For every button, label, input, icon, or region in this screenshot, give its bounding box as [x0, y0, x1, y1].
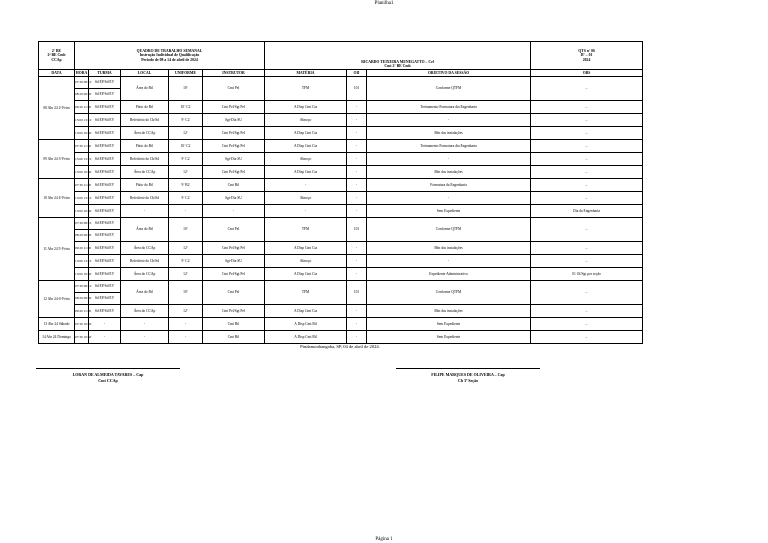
obs-cell: –: [531, 140, 643, 153]
column-header: LOCAL: [121, 70, 169, 77]
table-row: [39, 242, 643, 255]
signature-block-left: [18, 368, 198, 384]
instrutor-cell: Cmt Pel: [203, 218, 265, 242]
materia-cell: A Disp Cmt Cia: [265, 101, 347, 114]
uniforme-cell: 9º B2: [169, 179, 203, 192]
materia-cell: -: [265, 179, 347, 192]
date-cell: 13 Abr 24 Sábado: [39, 318, 75, 331]
obs-cell: –: [531, 242, 643, 255]
column-header: TURMA: [89, 70, 121, 77]
signature-role: Ch 3ª Seção: [457, 378, 479, 383]
signature-name: LORAN DE ALMEIDA TAVARES – Cap: [72, 372, 144, 377]
oii-cell: -: [347, 318, 367, 331]
instrutor-cell: Cmt Pel/Sgt Pel: [203, 166, 265, 179]
hour-cell: 09:20 11:00: [75, 101, 89, 114]
local-cell: -: [121, 331, 169, 344]
uniforme-cell: -: [169, 205, 203, 218]
instrutor-cell: Sgt-Dia SU: [203, 192, 265, 205]
qts-line: 2024: [582, 57, 591, 62]
local-cell: Refeitório do Cb/Sd: [121, 114, 169, 127]
commander-line: Cmt 2º BE Cmb: [384, 63, 411, 68]
unit-line: CCAp: [51, 57, 62, 62]
column-header: DATA: [39, 70, 75, 77]
hour-cell: 07:30 16:30: [75, 318, 89, 331]
oii-cell: -: [347, 305, 367, 318]
obs-cell: –: [531, 192, 643, 205]
turma-cell: -: [89, 331, 121, 344]
local-cell: -: [121, 318, 169, 331]
turma-cell: Sd EP/Sd EV: [89, 242, 121, 255]
instrutor-cell: -: [203, 205, 265, 218]
local-cell: Refeitório do Cb/Sd: [121, 153, 169, 166]
local-cell: Refeitório do Cb/Sd: [121, 192, 169, 205]
table-row: [39, 218, 643, 230]
instrutor-cell: Sgt-Dia SU: [203, 114, 265, 127]
uniforme-cell: 9º C2: [169, 114, 203, 127]
table-row: [39, 166, 643, 179]
unit-line: 2º BE: [51, 49, 62, 54]
oii-cell: -: [347, 166, 367, 179]
hour-cell: 07:30 16:30: [75, 331, 89, 344]
hour-cell: 09:20 11:00: [75, 242, 89, 255]
instrutor-cell: Sgt-Dia SU: [203, 153, 265, 166]
local-cell: Pátio do Btl: [121, 101, 169, 114]
objetivo-cell: Mnt das instalações: [367, 305, 531, 318]
objetivo-cell: Conforme QTFM: [367, 218, 531, 242]
instrutor-cell: Cmt Pel/Sgt Pel: [203, 140, 265, 153]
qts-line: IIº – 01: [580, 53, 593, 58]
unit-line: 2ª BE Cmb: [47, 53, 66, 58]
obs-cell: –: [531, 127, 643, 140]
turma-cell: Sd EP/Sd EV: [89, 305, 121, 318]
oii-cell: -: [347, 140, 367, 153]
table-row: [39, 205, 643, 218]
oii-cell: -: [347, 179, 367, 192]
turma-cell: Sd EP/Sd EV: [89, 255, 121, 268]
signature-role: Cmt CCAp: [98, 378, 118, 383]
oii-cell: -: [347, 268, 367, 281]
instrutor-cell: Cmt Pel: [203, 281, 265, 305]
local-cell: Área do Btl: [121, 77, 169, 101]
instrutor-cell: Cmt Pel/Sgt Pel: [203, 101, 265, 114]
title-line: Instrução Individual de Qualificação: [139, 53, 200, 58]
obs-cell: –: [531, 218, 643, 242]
hour-cell: 13:00 16:30: [75, 205, 89, 218]
obs-cell: –: [531, 101, 643, 114]
materia-cell: A Disp Cmt Cia: [265, 268, 347, 281]
objetivo-cell: Mnt das instalações: [367, 127, 531, 140]
instrutor-cell: Cmt Btl: [203, 318, 265, 331]
uniforme-cell: 12º: [169, 242, 203, 255]
column-header: OBS: [531, 70, 643, 77]
oii-cell: -: [347, 101, 367, 114]
hour-cell: 13:00 16:30: [75, 166, 89, 179]
materia-cell: TFM: [265, 281, 347, 305]
commander-line: RICARDO TEIXEIRA MENEGATTO – Cel: [361, 59, 434, 64]
weekly-schedule-table: [38, 41, 643, 344]
objetivo-cell: Treinamento Formatura dia Engenharia: [367, 101, 531, 114]
title-line: Período de 08 a 14 de abril de 2024: [141, 57, 198, 62]
date-cell: 08 Abr 24 2ª Feira: [39, 77, 75, 140]
objetivo-cell: Sem Expediente: [367, 318, 531, 331]
turma-cell: Sd EP/Sd EV: [89, 153, 121, 166]
turma-cell: Sd EP/Sd EV: [89, 268, 121, 281]
materia-cell: A Disp Cmt Cia: [265, 305, 347, 318]
column-header: OII: [347, 70, 367, 77]
objetivo-cell: Treinamento Formatura dia Engenharia: [367, 140, 531, 153]
materia-cell: TFM: [265, 218, 347, 242]
local-cell: Pátio do Btl: [121, 179, 169, 192]
objetivo-cell: -: [367, 114, 531, 127]
date-cell: 12 Abr 24 6ª Feira: [39, 281, 75, 318]
turma-cell: Sd EP/Sd EV: [89, 218, 121, 230]
qts-line: QTS nº 06: [578, 49, 595, 54]
materia-cell: TFM: [265, 77, 347, 101]
uniforme-cell: 12º: [169, 166, 203, 179]
uniforme-cell: 10º C2: [169, 101, 203, 114]
column-header-row: [39, 70, 643, 77]
obs-cell: –: [531, 166, 643, 179]
place-date: Pindamonhangaba, SP, 04 de abril de 2024.: [300, 344, 380, 349]
turma-cell: Sd EP/Sd EV: [89, 166, 121, 179]
turma-cell: Sd EP/Sd EV: [89, 179, 121, 192]
oii-cell: -: [347, 205, 367, 218]
local-cell: Área do Btl: [121, 218, 169, 242]
objetivo-cell: Sem Expediente: [367, 205, 531, 218]
qts-cell: [531, 42, 643, 70]
signature-name: FILIPE MARQUES DE OLIVEIRA – Cap: [431, 372, 505, 377]
oii-cell: -: [347, 127, 367, 140]
instrutor-cell: Cmt Btl: [203, 179, 265, 192]
obs-cell: –: [531, 77, 643, 101]
materia-cell: -: [265, 205, 347, 218]
hour-cell: 08:20 09:00: [75, 89, 89, 101]
local-cell: Área do CCAp: [121, 305, 169, 318]
turma-cell: Sd EP/Sd EV: [89, 89, 121, 101]
uniforme-cell: 10º: [169, 218, 203, 242]
uniforme-cell: 12º: [169, 127, 203, 140]
oii-cell: -: [347, 192, 367, 205]
table-row: [39, 101, 643, 114]
table-row: [39, 179, 643, 192]
table-row: [39, 331, 643, 344]
objetivo-cell: Expediente Administrativo: [367, 268, 531, 281]
date-cell: 09 Abr 24 3ª Feira: [39, 140, 75, 179]
page-label: Página 1: [375, 537, 393, 542]
uniforme-cell: 10º: [169, 281, 203, 305]
oii-cell: -: [347, 153, 367, 166]
hour-cell: 13:00 13:10: [75, 153, 89, 166]
turma-cell: -: [89, 318, 121, 331]
obs-cell: –: [531, 281, 643, 305]
objetivo-cell: Conforme QTFM: [367, 281, 531, 305]
table-row: [39, 255, 643, 268]
turma-cell: Sd EP/Sd EV: [89, 114, 121, 127]
hour-cell: 13:00 13:10: [75, 114, 89, 127]
column-header: INSTRUTOR: [203, 70, 265, 77]
oii-cell: -: [347, 255, 367, 268]
materia-cell: A Disp Cmt Btl: [265, 318, 347, 331]
local-cell: Área do CCAp: [121, 127, 169, 140]
oii-cell: 101: [347, 281, 367, 305]
turma-cell: Sd EP/Sd EV: [89, 192, 121, 205]
table-row: [39, 281, 643, 293]
instrutor-cell: Cmt Pel/Sgt Pel: [203, 242, 265, 255]
uniforme-cell: -: [169, 331, 203, 344]
table-row: [39, 153, 643, 166]
sheet-name: Planilha1: [374, 1, 394, 6]
hour-cell: 09:20 11:00: [75, 305, 89, 318]
column-header: OBJETIVO DA SESSÃO: [367, 70, 531, 77]
column-header: MATÉRIA: [265, 70, 347, 77]
uniforme-cell: 12º: [169, 268, 203, 281]
date-cell: 14 Abr 24 Domingo: [39, 331, 75, 344]
instrutor-cell: Cmt Pel/Sgt Pel: [203, 127, 265, 140]
local-cell: Área do CCAp: [121, 268, 169, 281]
turma-cell: Sd EP/Sd EV: [89, 140, 121, 153]
table-row: [39, 268, 643, 281]
local-cell: Refeitório do Cb/Sd: [121, 255, 169, 268]
signature-block-right: [378, 368, 558, 384]
obs-cell: –: [531, 331, 643, 344]
instrutor-cell: Cmt Pel: [203, 77, 265, 101]
materia-cell: Almoço: [265, 153, 347, 166]
table-row: [39, 114, 643, 127]
title-line: QUADRO DE TRABALHO SEMANAL: [136, 49, 203, 54]
column-header: HORA: [75, 70, 88, 75]
uniforme-cell: 12º: [169, 305, 203, 318]
oii-cell: -: [347, 114, 367, 127]
objetivo-cell: Sem Expediente: [367, 331, 531, 344]
materia-cell: Almoço: [265, 255, 347, 268]
objetivo-cell: -: [367, 255, 531, 268]
turma-cell: Sd EP/Sd EV: [89, 101, 121, 114]
materia-cell: A Disp Cmt Cia: [265, 242, 347, 255]
turma-cell: Sd EP/Sd EV: [89, 281, 121, 293]
commander-cell: [265, 42, 531, 70]
hour-cell: 13:00 16:30: [75, 268, 89, 281]
instrutor-cell: Sgt-Dia SU: [203, 255, 265, 268]
local-cell: Área do CCAp: [121, 166, 169, 179]
hour-cell: 13:00 13:10: [75, 192, 89, 205]
hour-cell: 08:20 09:00: [75, 293, 89, 305]
hour-cell: 13:00 13:10: [75, 255, 89, 268]
table-row: [39, 305, 643, 318]
signature-line: [396, 368, 540, 370]
hour-cell: 07:30 08:10: [75, 218, 89, 230]
hour-cell: 13:00 16:30: [75, 127, 89, 140]
instrutor-cell: Cmt Pel/Sgt Pel: [203, 305, 265, 318]
obs-cell: –: [531, 114, 643, 127]
local-cell: -: [121, 205, 169, 218]
oii-cell: -: [347, 331, 367, 344]
materia-cell: A Disp Cmt Cia: [265, 140, 347, 153]
uniforme-cell: 10º C2: [169, 140, 203, 153]
uniforme-cell: 10º: [169, 77, 203, 101]
obs-cell: –: [531, 255, 643, 268]
table-row: [39, 140, 643, 153]
hour-cell: 08:20 09:00: [75, 230, 89, 242]
column-header: UNIFORME: [169, 70, 203, 77]
local-cell: Área do CCAp: [121, 242, 169, 255]
hour-cell: 07:30 11:00: [75, 179, 89, 192]
objetivo-cell: Mnt das instalações: [367, 242, 531, 255]
materia-cell: A Disp Cmt Cia: [265, 127, 347, 140]
hour-cell: 07:30 08:10: [75, 281, 89, 293]
uniforme-cell: -: [169, 318, 203, 331]
date-cell: 11 Abr 24 5ª Feira: [39, 218, 75, 281]
table-row: [39, 318, 643, 331]
table-row: [39, 192, 643, 205]
obs-cell: –: [531, 318, 643, 331]
signature-line: [36, 368, 180, 370]
obs-cell: –: [531, 305, 643, 318]
obs-cell: 01 Of/Sgt por seção: [531, 268, 643, 281]
turma-cell: Sd EP/Sd EV: [89, 127, 121, 140]
hour-cell: 07:30 08:10: [75, 77, 89, 89]
oii-cell: -: [347, 242, 367, 255]
local-cell: Pátio do Btl: [121, 140, 169, 153]
obs-cell: –: [531, 153, 643, 166]
table-row: [39, 77, 643, 89]
title-cell: [75, 42, 265, 70]
uniforme-cell: 9º C2: [169, 192, 203, 205]
table-row: [39, 127, 643, 140]
materia-cell: Almoço: [265, 192, 347, 205]
materia-cell: Almoço: [265, 114, 347, 127]
instrutor-cell: Cmt Btl: [203, 331, 265, 344]
local-cell: Área do Btl: [121, 281, 169, 305]
turma-cell: Sd EP/Sd EV: [89, 230, 121, 242]
objetivo-cell: -: [367, 153, 531, 166]
date-cell: 10 Abr 24 4ª Feira: [39, 179, 75, 218]
instrutor-cell: Cmt Pel/Sgt Pel: [203, 268, 265, 281]
objetivo-cell: -: [367, 192, 531, 205]
objetivo-cell: Formatura da Engenharia: [367, 179, 531, 192]
objetivo-cell: Mnt das instalações: [367, 166, 531, 179]
objetivo-cell: Conforme QTFM: [367, 77, 531, 101]
obs-cell: Dia da Engenharia: [531, 205, 643, 218]
uniforme-cell: 9º C2: [169, 255, 203, 268]
obs-cell: –: [531, 179, 643, 192]
turma-cell: Sd EP/Sd EV: [89, 77, 121, 89]
unit-cell: [39, 42, 75, 70]
oii-cell: 101: [347, 77, 367, 101]
turma-cell: Sd EP/Sd EV: [89, 205, 121, 218]
uniforme-cell: 9º C2: [169, 153, 203, 166]
turma-cell: Sd EP/Sd EV: [89, 293, 121, 305]
materia-cell: A Disp Cmt Cia: [265, 166, 347, 179]
hour-cell: 07:30 11:00: [75, 140, 89, 153]
oii-cell: 101: [347, 218, 367, 242]
materia-cell: A Disp Cmt Btl: [265, 331, 347, 344]
